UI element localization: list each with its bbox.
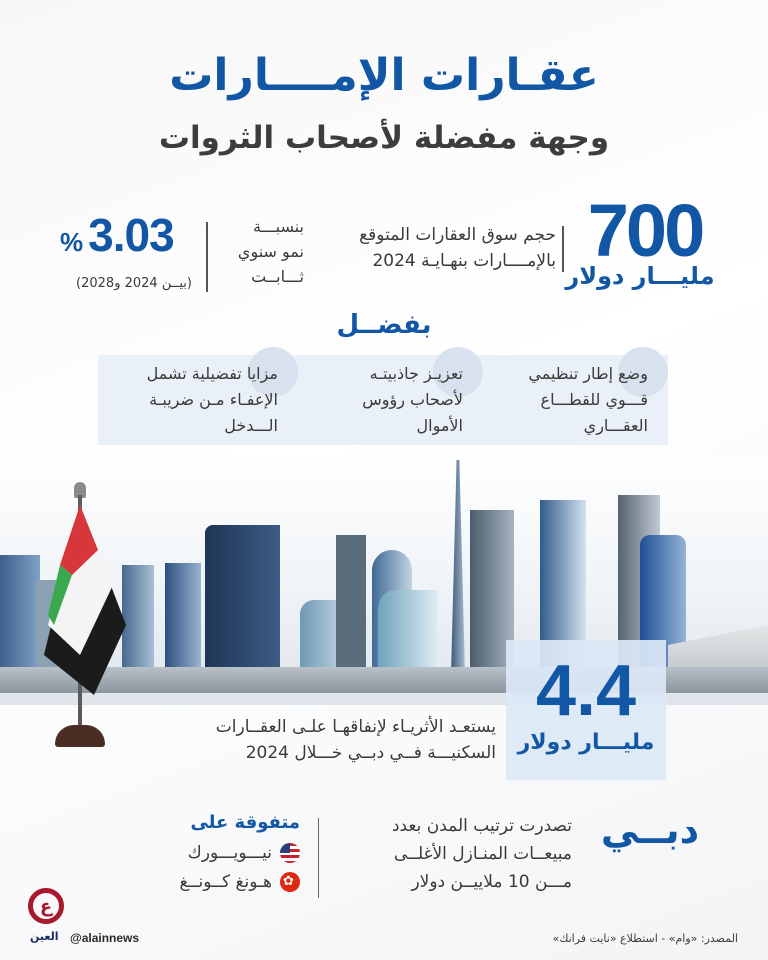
market-size-description	[320, 222, 556, 274]
dubai-title: دبــي	[600, 808, 700, 852]
reason-card	[293, 355, 473, 445]
hong-kong-flag-icon	[280, 872, 300, 892]
growth-number: 3.03	[88, 209, 174, 261]
growth-desc-line3: ثـــابــت	[251, 267, 304, 286]
wealthy-spending-unit: مليـــار دولار	[517, 730, 655, 755]
divider	[206, 222, 208, 292]
growth-value	[60, 208, 200, 262]
thanks-to-title: بفضــل	[336, 310, 432, 340]
dubai-desc-line2: مبيعــات المنـازل الأغلــى	[393, 844, 572, 864]
page-title: عقـارات الإمــــارات	[169, 50, 599, 101]
reason-line: لأصحاب رؤوس	[362, 390, 463, 409]
page-subtitle: وجهة مفضلة لأصحاب الثروات	[158, 120, 610, 156]
reason-card	[108, 355, 288, 445]
reason-line: الإعفـاء مـن ضريبـة	[149, 390, 278, 409]
divider	[318, 818, 319, 898]
growth-description	[212, 214, 304, 289]
growth-desc-line2: نمو سنوي	[237, 242, 304, 261]
us-flag-icon	[280, 843, 300, 863]
uae-flag-icon	[44, 505, 130, 695]
dubai-desc-line1: تصدرت ترتيب المدن بعدد	[391, 816, 572, 836]
wealthy-spending-value: 4.4	[535, 651, 637, 731]
reason-line: العقـــاري	[583, 416, 648, 435]
dubai-description	[340, 812, 572, 896]
reason-line: مزايا تفضيلية تشمل	[146, 364, 278, 383]
reason-card	[478, 355, 658, 445]
social-handle: @alainnews	[70, 931, 140, 945]
reason-line: الأموال	[416, 416, 463, 435]
reason-line: وضع إطار تنظيمي	[528, 364, 648, 383]
city-new-york	[138, 843, 300, 863]
city-hong-kong	[138, 872, 300, 892]
percent-sign: %	[60, 227, 83, 257]
city-name: هـونغ كــونــغ	[179, 872, 272, 892]
reasons-panel	[98, 355, 668, 445]
reason-line: تعزيـز جاذبيتـه	[369, 364, 463, 383]
alain-logo-text: العين	[30, 930, 59, 943]
wealthy-desc-line1: يستعـد الأثريـاء لإنفاقهـا علـى العقــارات	[215, 717, 496, 737]
market-size-desc-line2: بالإمــــارات بنهـايـة 2024	[372, 251, 556, 271]
flag-stand	[55, 725, 105, 747]
outranks-title: متفوقة على	[190, 812, 300, 833]
market-size-value: 700	[587, 189, 703, 272]
growth-desc-line1: بنسبـــة	[252, 217, 304, 236]
alain-logo-icon: ع	[28, 888, 64, 924]
reason-line: قـــوي للقطـــاع	[540, 390, 648, 409]
city-name: نيـــويـــورك	[187, 843, 272, 863]
reason-line: الـــدخل	[224, 416, 278, 435]
market-size-desc-line1: حجم سوق العقارات المتوقع	[359, 225, 556, 245]
market-size-unit: مليـــار دولار	[565, 262, 715, 290]
divider	[562, 226, 564, 272]
growth-note: (بيــن 2024 و2028)	[76, 276, 192, 291]
dubai-desc-line3: مـــن 10 ملاييــن دولار	[411, 872, 572, 892]
wealthy-desc-line2: السكنيـــة فــي دبــي خـــلال 2024	[245, 743, 496, 763]
source-credit: المصدر: «وام» - استطلاع «نايت فرانك»	[552, 932, 738, 945]
wealthy-spending-description	[160, 714, 496, 766]
